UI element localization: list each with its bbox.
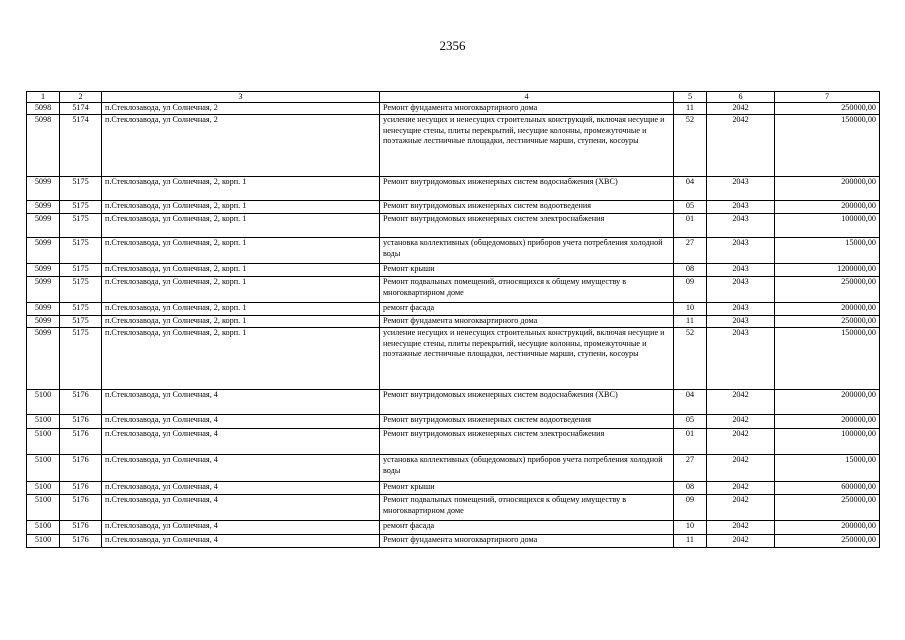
cell-amount: 15000,00 [775,238,880,264]
cell-col1: 5099 [27,201,60,214]
cell-work-type: установка коллективных (общедомовых) приборов учета потребления холодной воды [380,238,674,264]
cell-amount: 150000,00 [775,328,880,390]
cell-col2: 5175 [60,201,102,214]
table-row [27,277,880,303]
cell-col1: 5098 [27,115,60,177]
table-row [27,238,880,264]
table-row [27,535,880,548]
cell-year: 2043 [707,303,775,316]
cell-work-type: Ремонт крыши [380,482,674,495]
cell-col1: 5099 [27,328,60,390]
cell-amount: 600000,00 [775,482,880,495]
cell-amount: 150000,00 [775,115,880,177]
cell-code: 04 [674,390,707,415]
cell-code: 05 [674,415,707,429]
cell-address: п.Стеклозавода, ул Солнечная, 4 [102,482,380,495]
cell-amount: 100000,00 [775,214,880,238]
column-header-1: 1 [27,92,60,103]
cell-col1: 5100 [27,521,60,535]
cell-col2: 5176 [60,521,102,535]
cell-amount: 200000,00 [775,177,880,201]
register-table [26,91,880,548]
cell-code: 27 [674,238,707,264]
cell-col1: 5100 [27,495,60,521]
cell-year: 2042 [707,415,775,429]
cell-col1: 5099 [27,238,60,264]
cell-work-type: Ремонт внутридомовых инженерных систем водоснабжения (ХВС) [380,390,674,415]
cell-col1: 5099 [27,264,60,277]
cell-col1: 5100 [27,429,60,455]
cell-code: 01 [674,214,707,238]
cell-code: 08 [674,482,707,495]
cell-amount: 200000,00 [775,390,880,415]
cell-address: п.Стеклозавода, ул Солнечная, 2 [102,115,380,177]
cell-address: п.Стеклозавода, ул Солнечная, 2, корп. 1 [102,328,380,390]
cell-code: 04 [674,177,707,201]
cell-year: 2043 [707,328,775,390]
column-header-5: 5 [674,92,707,103]
cell-work-type: ремонт фасада [380,303,674,316]
cell-work-type: Ремонт подвальных помещений, относящихся к общему имуществу в многоквартирном доме [380,495,674,521]
cell-col2: 5176 [60,535,102,548]
table-row [27,103,880,115]
cell-col2: 5176 [60,429,102,455]
cell-col2: 5175 [60,303,102,316]
cell-address: п.Стеклозавода, ул Солнечная, 4 [102,415,380,429]
table-row [27,177,880,201]
cell-code: 52 [674,115,707,177]
cell-address: п.Стеклозавода, ул Солнечная, 4 [102,429,380,455]
cell-col2: 5175 [60,316,102,328]
cell-col2: 5175 [60,264,102,277]
table-row [27,316,880,328]
cell-year: 2042 [707,390,775,415]
cell-work-type: усиление несущих и ненесущих строительных конструкций, включая несущие и ненесущие стены, плиты перекрытий, несущие колонны, промежуточные и поэтажные лестничные площадки, лестничные марши, ступени, косоуры [380,115,674,177]
cell-col1: 5099 [27,316,60,328]
cell-code: 01 [674,429,707,455]
cell-code: 08 [674,264,707,277]
cell-amount: 200000,00 [775,521,880,535]
cell-code: 52 [674,328,707,390]
cell-col1: 5099 [27,214,60,238]
cell-address: п.Стеклозавода, ул Солнечная, 2, корп. 1 [102,264,380,277]
cell-amount: 200000,00 [775,415,880,429]
cell-col1: 5100 [27,390,60,415]
cell-code: 11 [674,103,707,115]
header-row [27,92,880,103]
cell-work-type: Ремонт подвальных помещений, относящихся к общему имуществу в многоквартирном доме [380,277,674,303]
table-body [27,103,880,548]
cell-address: п.Стеклозавода, ул Солнечная, 4 [102,535,380,548]
cell-col1: 5100 [27,535,60,548]
table-row [27,482,880,495]
cell-col2: 5176 [60,482,102,495]
cell-year: 2042 [707,455,775,482]
cell-code: 11 [674,316,707,328]
cell-work-type: установка коллективных (общедомовых) приборов учета потребления холодной воды [380,455,674,482]
cell-code: 05 [674,201,707,214]
column-header-6: 6 [707,92,775,103]
cell-work-type: ремонт фасада [380,521,674,535]
cell-address: п.Стеклозавода, ул Солнечная, 2, корп. 1 [102,303,380,316]
cell-col1: 5098 [27,103,60,115]
cell-amount: 200000,00 [775,303,880,316]
cell-address: п.Стеклозавода, ул Солнечная, 2, корп. 1 [102,238,380,264]
cell-col2: 5176 [60,495,102,521]
table-row [27,115,880,177]
cell-col1: 5099 [27,177,60,201]
cell-col1: 5100 [27,415,60,429]
cell-year: 2042 [707,535,775,548]
cell-work-type: Ремонт внутридомовых инженерных систем водоотведения [380,201,674,214]
cell-amount: 250000,00 [775,495,880,521]
table-header [27,92,880,103]
table-row [27,415,880,429]
cell-col1: 5100 [27,455,60,482]
page-number: 2356 [439,38,466,53]
cell-col2: 5175 [60,238,102,264]
cell-work-type: Ремонт фундамента многоквартирного дома [380,535,674,548]
cell-code: 27 [674,455,707,482]
cell-work-type: Ремонт внутридомовых инженерных систем водоотведения [380,415,674,429]
column-header-3: 3 [102,92,380,103]
cell-address: п.Стеклозавода, ул Солнечная, 2, корп. 1 [102,214,380,238]
cell-code: 11 [674,535,707,548]
cell-code: 09 [674,277,707,303]
cell-work-type: Ремонт фундамента многоквартирного дома [380,316,674,328]
cell-address: п.Стеклозавода, ул Солнечная, 2 [102,103,380,115]
table-row [27,264,880,277]
cell-year: 2042 [707,482,775,495]
cell-work-type: Ремонт фундамента многоквартирного дома [380,103,674,115]
cell-col2: 5174 [60,115,102,177]
cell-year: 2043 [707,214,775,238]
table-row [27,328,880,390]
table-row [27,201,880,214]
cell-col2: 5176 [60,390,102,415]
cell-address: п.Стеклозавода, ул Солнечная, 2, корп. 1 [102,177,380,201]
cell-address: п.Стеклозавода, ул Солнечная, 2, корп. 1 [102,277,380,303]
cell-address: п.Стеклозавода, ул Солнечная, 2, корп. 1 [102,201,380,214]
cell-amount: 100000,00 [775,429,880,455]
table-row [27,429,880,455]
cell-amount: 250000,00 [775,103,880,115]
cell-address: п.Стеклозавода, ул Солнечная, 4 [102,455,380,482]
cell-col1: 5099 [27,303,60,316]
cell-year: 2042 [707,495,775,521]
table-row [27,214,880,238]
cell-work-type: Ремонт внутридомовых инженерных систем электроснабжения [380,429,674,455]
cell-amount: 200000,00 [775,201,880,214]
cell-year: 2043 [707,316,775,328]
cell-code: 10 [674,521,707,535]
cell-work-type: Ремонт крыши [380,264,674,277]
cell-code: 09 [674,495,707,521]
cell-col2: 5175 [60,277,102,303]
cell-work-type: усиление несущих и ненесущих строительных конструкций, включая несущие и ненесущие стены, плиты перекрытий, несущие колонны, промежуточные и поэтажные лестничные площадки, лестничные марши, ступени, косоуры [380,328,674,390]
cell-code: 10 [674,303,707,316]
cell-year: 2042 [707,103,775,115]
cell-col2: 5176 [60,455,102,482]
cell-year: 2043 [707,238,775,264]
cell-work-type: Ремонт внутридомовых инженерных систем электроснабжения [380,214,674,238]
cell-amount: 15000,00 [775,455,880,482]
cell-year: 2043 [707,177,775,201]
table-row [27,521,880,535]
cell-col2: 5175 [60,177,102,201]
cell-col2: 5175 [60,328,102,390]
cell-col1: 5099 [27,277,60,303]
cell-amount: 250000,00 [775,277,880,303]
cell-year: 2042 [707,115,775,177]
cell-amount: 250000,00 [775,535,880,548]
column-header-7: 7 [775,92,880,103]
table-row [27,495,880,521]
cell-year: 2042 [707,521,775,535]
cell-address: п.Стеклозавода, ул Солнечная, 2, корп. 1 [102,316,380,328]
cell-address: п.Стеклозавода, ул Солнечная, 4 [102,495,380,521]
cell-address: п.Стеклозавода, ул Солнечная, 4 [102,390,380,415]
table-row [27,390,880,415]
cell-col1: 5100 [27,482,60,495]
cell-amount: 250000,00 [775,316,880,328]
cell-col2: 5174 [60,103,102,115]
cell-col2: 5176 [60,415,102,429]
cell-address: п.Стеклозавода, ул Солнечная, 4 [102,521,380,535]
cell-year: 2043 [707,201,775,214]
cell-year: 2042 [707,429,775,455]
cell-amount: 1200000,00 [775,264,880,277]
cell-year: 2043 [707,264,775,277]
cell-work-type: Ремонт внутридомовых инженерных систем водоснабжения (ХВС) [380,177,674,201]
column-header-4: 4 [380,92,674,103]
cell-year: 2043 [707,277,775,303]
column-header-2: 2 [60,92,102,103]
table-row [27,455,880,482]
table-row [27,303,880,316]
cell-col2: 5175 [60,214,102,238]
